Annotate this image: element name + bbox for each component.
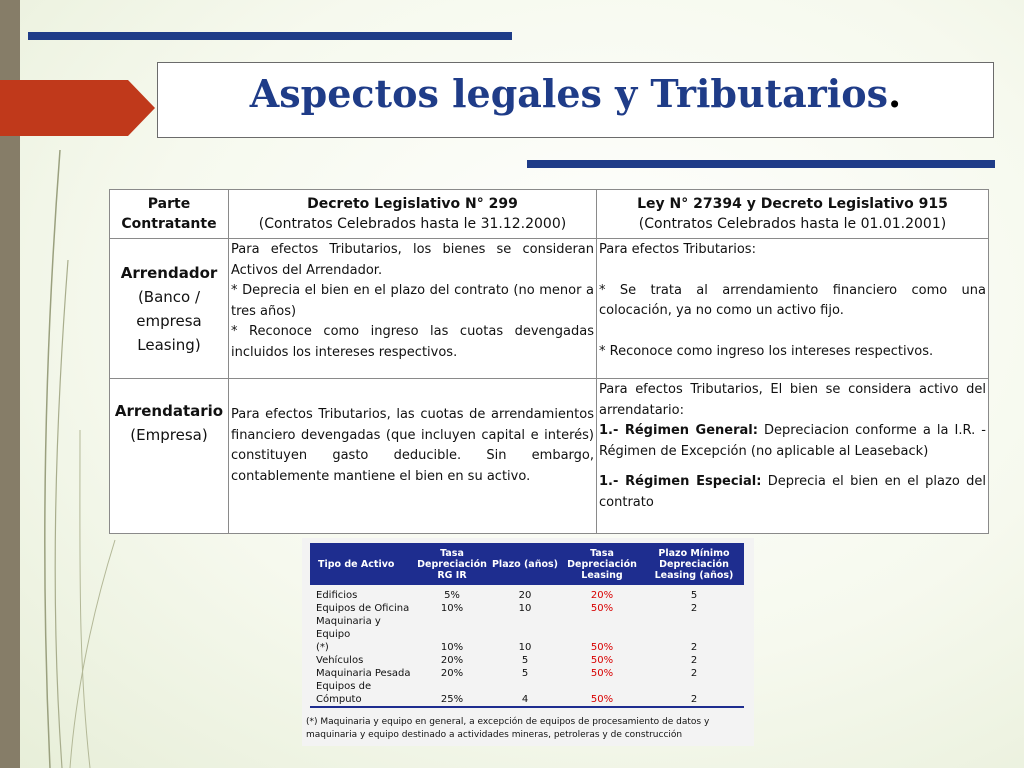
header-ley-27394: Ley N° 27394 y Decreto Legislativo 915 (Contratos Celebrados hasta le 01.01.2001) [597, 190, 989, 239]
header-parte-contratante: Parte Contratante [110, 190, 229, 239]
table-row [310, 654, 744, 667]
dep-plazo: 4 [490, 693, 560, 707]
dep-header-tipo: Tipo de Activo [310, 543, 414, 585]
middle-accent-line [527, 160, 995, 168]
dep-plazo: 5 [521, 668, 529, 679]
dep-name: Maquinaria y Equipo [316, 616, 381, 640]
dep-plazo [490, 615, 560, 641]
dep-min: 2 [690, 668, 698, 679]
dep-name: Maquinaria Pesada [316, 668, 411, 679]
arrendador-ley-cell: Para efectos Tributarios: * Se trata al arrendamiento financiero como una colocación, ya no como un activo fijo. * Reconoce como ingreso los intereses respectivos. [597, 239, 989, 379]
depreciation-footnote: (*) Maquinaria y equipo en general, a excepción de equipos de procesamiento de datos y maquinaria y equipo destinado a actividades mineras, petroleras y de construcción [306, 717, 710, 740]
dep-tasa: 25% [414, 693, 490, 707]
table-header-row [110, 190, 989, 239]
dep-plazo: 10 [518, 642, 532, 653]
page-title: Aspectos legales y Tributarios. [249, 71, 902, 116]
dep-leasing: 50% [590, 655, 614, 666]
arrendatario-decreto-cell: Para efectos Tributarios, las cuotas de arrendamientos financiero devengadas (que incluyen capital e interés) constituyen gasto deducible. Sin embargo, contablemente mantiene el bien en su activo. [229, 379, 597, 534]
dep-header-tasa-rg: Tasa Depreciación RG IR [414, 543, 490, 585]
table-row-arrendador [110, 239, 989, 379]
dep-min: 2 [690, 642, 698, 653]
dep-header-tasa-leasing: Tasa Depreciación Leasing [560, 543, 644, 585]
dep-tasa [414, 615, 490, 641]
dep-plazo: 5 [521, 655, 529, 666]
dep-tasa: 20% [440, 668, 464, 679]
dep-tasa: 10% [440, 642, 464, 653]
dep-leasing: 20% [590, 590, 614, 601]
dep-tasa [414, 680, 490, 693]
dep-header-plazo: Plazo (años) [490, 543, 560, 585]
header-decreto-299: Decreto Legislativo N° 299 (Contratos Celebrados hasta le 31.12.2000) [229, 190, 597, 239]
dep-tasa: 20% [440, 655, 464, 666]
dep-plazo [490, 680, 560, 693]
dep-min: 2 [690, 655, 698, 666]
table-row [310, 615, 744, 641]
dep-leasing [560, 615, 644, 641]
arrendador-decreto-cell: Para efectos Tributarios, los bienes se consideran Activos del Arrendador. * Deprecia el bien en el plazo del contrato (no menor a tres años) * Reconoce como ingreso las cuotas devengadas incluidos los intereses respectivos. [229, 239, 597, 379]
title-box [157, 62, 994, 138]
dep-name: Cómputo [310, 693, 414, 707]
table-row-arrendatario [110, 379, 989, 534]
dep-min: 5 [690, 590, 698, 601]
table-row [310, 641, 744, 654]
dep-tasa: 10% [440, 603, 464, 614]
table-row [310, 667, 744, 680]
dep-name: Edificios [316, 590, 358, 601]
arrendatario-ley-cell: Para efectos Tributarios, El bien se considera activo del arrendatario: 1.- Régimen General: Depreciacion conforme a la I.R. - Régimen de Excepción (no aplicable al Leaseback) 1.- Régimen Especial: Deprecia el bien en el plazo del contrato [597, 379, 989, 534]
dep-min [644, 615, 744, 641]
dep-min [644, 680, 744, 693]
depreciation-table-image [302, 538, 754, 746]
dep-min: 2 [690, 603, 698, 614]
red-arrow-shape [0, 80, 155, 136]
dep-name: Equipos de Oficina [316, 603, 410, 614]
table-row [310, 680, 744, 693]
top-accent-line [28, 32, 512, 40]
depreciation-table [310, 543, 744, 708]
dep-leasing: 50% [590, 668, 614, 679]
dep-name: Equipos de [316, 681, 372, 692]
table-row [310, 602, 744, 615]
dep-plazo: 10 [518, 603, 532, 614]
dep-tasa: 5% [444, 590, 460, 601]
row-label-arrendatario: Arrendatario (Empresa) [110, 379, 229, 534]
depreciation-header-row [310, 543, 744, 585]
dep-min: 2 [644, 693, 744, 707]
dep-leasing: 50% [590, 642, 614, 653]
dep-header-plazo-min: Plazo Mínimo Depreciación Leasing (años) [644, 543, 744, 585]
dep-leasing [560, 680, 644, 693]
comparison-table [109, 189, 989, 534]
dep-plazo: 20 [518, 590, 532, 601]
table-row [310, 693, 744, 707]
dep-name: Vehículos [316, 655, 364, 666]
dep-leasing: 50% [590, 603, 614, 614]
dep-name: (*) [316, 642, 329, 653]
dep-leasing: 50% [560, 693, 644, 707]
row-label-arrendador: Arrendador (Banco / empresa Leasing) [110, 239, 229, 379]
table-row [310, 589, 744, 602]
